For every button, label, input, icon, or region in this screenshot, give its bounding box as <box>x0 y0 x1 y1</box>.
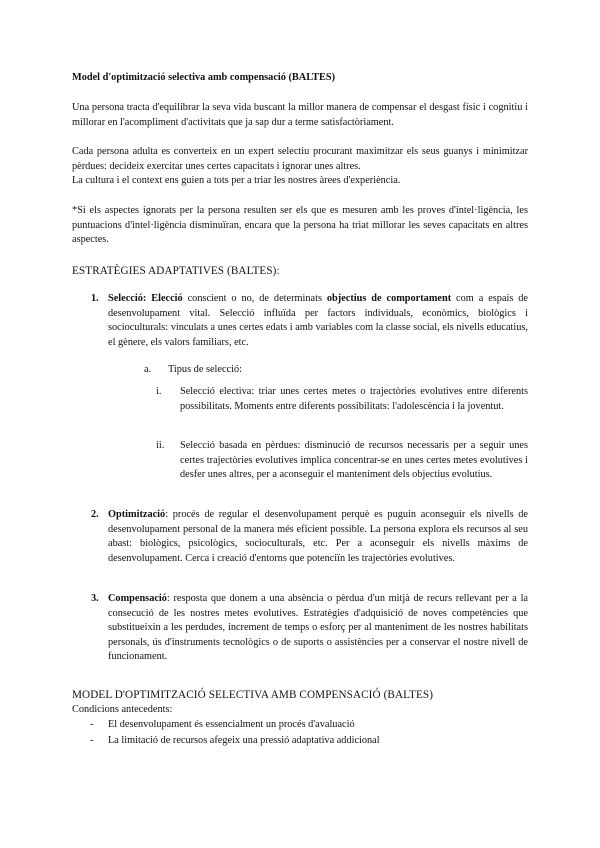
selection-types <box>144 363 528 378</box>
item-text: com a espais de desenvolupament vital. Selecció influïda per factors individuals, econòmics, biològics i socioculturals: vinculats a unes certes edats i amb variables com la classe social, els nivells educatius, el gènere, els valors familiars, etc. <box>108 293 528 348</box>
strategy-item-compensation <box>91 592 528 665</box>
intro-paragraph: Una persona tracta d'equilibrar la seva vida buscant la millor manera de compensar el desgast físic i cognitiu i millorar en l'acompliment d'activitats que ja sap dur a terme satisfactòriament. <box>72 102 528 128</box>
roman-numeral: i. <box>156 386 162 397</box>
model-heading: MODEL D'OPTIMITZACIÓ SELECTIVA AMB COMPENSACIÓ (BALTES) <box>72 689 434 701</box>
item-bold-mid: objectius de comportament <box>326 293 452 304</box>
roman-numeral: ii. <box>156 440 165 451</box>
adult-paragraph: Cada persona adulta es converteix en un expert selectiu procurant maximitzar els seus guanys i minimitzar pèrdues: decideix exercitar unes certes capacitats i ignorar unes altres. <box>72 146 528 172</box>
item-number: 1. <box>91 293 99 304</box>
subtype-label: Tipus de selecció: <box>168 364 242 375</box>
conditions-label: Condicions antecedents: <box>72 704 173 715</box>
strategy-item-selection <box>91 292 528 350</box>
selection-type-text: Selecció basada en pèrdues: disminució de recursos necessaris per a seguir unes certes trajectòries evolutives implica concentrar-se en unes certes metes evolutives i desfer unes altres, per a aconseguir el manteniment dels objectius evolutius. <box>180 440 528 480</box>
note-paragraph: *Si els aspectes ignorats per la persona resulten ser els que es mesuren amb les proves d'intel·ligència, les puntuacions d'intel·ligència disminuïran, encara que la persona ha triat millorar les seves capacitats en altres aspectes. <box>72 205 528 245</box>
item-text: conscient o no, de determinats <box>182 293 327 304</box>
item-number: 2. <box>91 509 99 520</box>
item-text: : procés de regular el desenvolupament perquè es puguin aconseguir els nivells de desenvolupament personal de la manera més eficient possible. La persona explora els recursos al seu abast: biològics, psicològics, socioculturals, etc. Per a aconseguir els nivells màxims de desenvolupament. Cerca i creació d'entorns que potenciïn les trajectòries evolutives. <box>108 509 528 564</box>
culture-line: La cultura i el context ens guien a tots per a triar les nostres àrees d'experiència. <box>72 175 401 186</box>
strategy-item-optimization <box>91 508 528 566</box>
list-dash: - <box>90 735 94 746</box>
item-lead: Optimització <box>108 509 166 520</box>
list-dash: - <box>90 719 94 730</box>
selection-type-item <box>156 385 528 414</box>
document-title: Model d'optimització selectiva amb compensació (BALTES) <box>72 72 336 83</box>
list-item: El desenvolupament és essencialment un procés d'avaluació <box>108 719 355 730</box>
item-text: : resposta que donem a una absència o pèrdua d'un mitjà de recurs rellevant per a la consecució de les nostres metes evolutives. Estratègies d'adquisició de noves competències que substitueixin a les perdudes, increment de temps o esforç per al manteniment de les nostres habilitats personals, ús d'instruments tecnològics o de suports o assistències per a conservar el nostre nivell de funcionament. <box>108 593 528 662</box>
list-item: La limitació de recursos afegeix una pressió adaptativa addicional <box>108 735 380 746</box>
selection-type-item <box>156 439 528 483</box>
item-lead: Compensació <box>108 593 167 604</box>
item-number: 3. <box>91 593 99 604</box>
subtype-letter: a. <box>144 364 152 375</box>
strategies-heading: ESTRATÈGIES ADAPTATIVES (BALTES): <box>72 265 280 277</box>
selection-type-text: Selecció electiva: triar unes certes metes o trajectòries evolutives entre diferents possibilitats. Moments entre diferents possibilitats: l'adolescència i la joventut. <box>180 386 528 412</box>
item-lead: Selecció: Elecció <box>108 293 183 304</box>
